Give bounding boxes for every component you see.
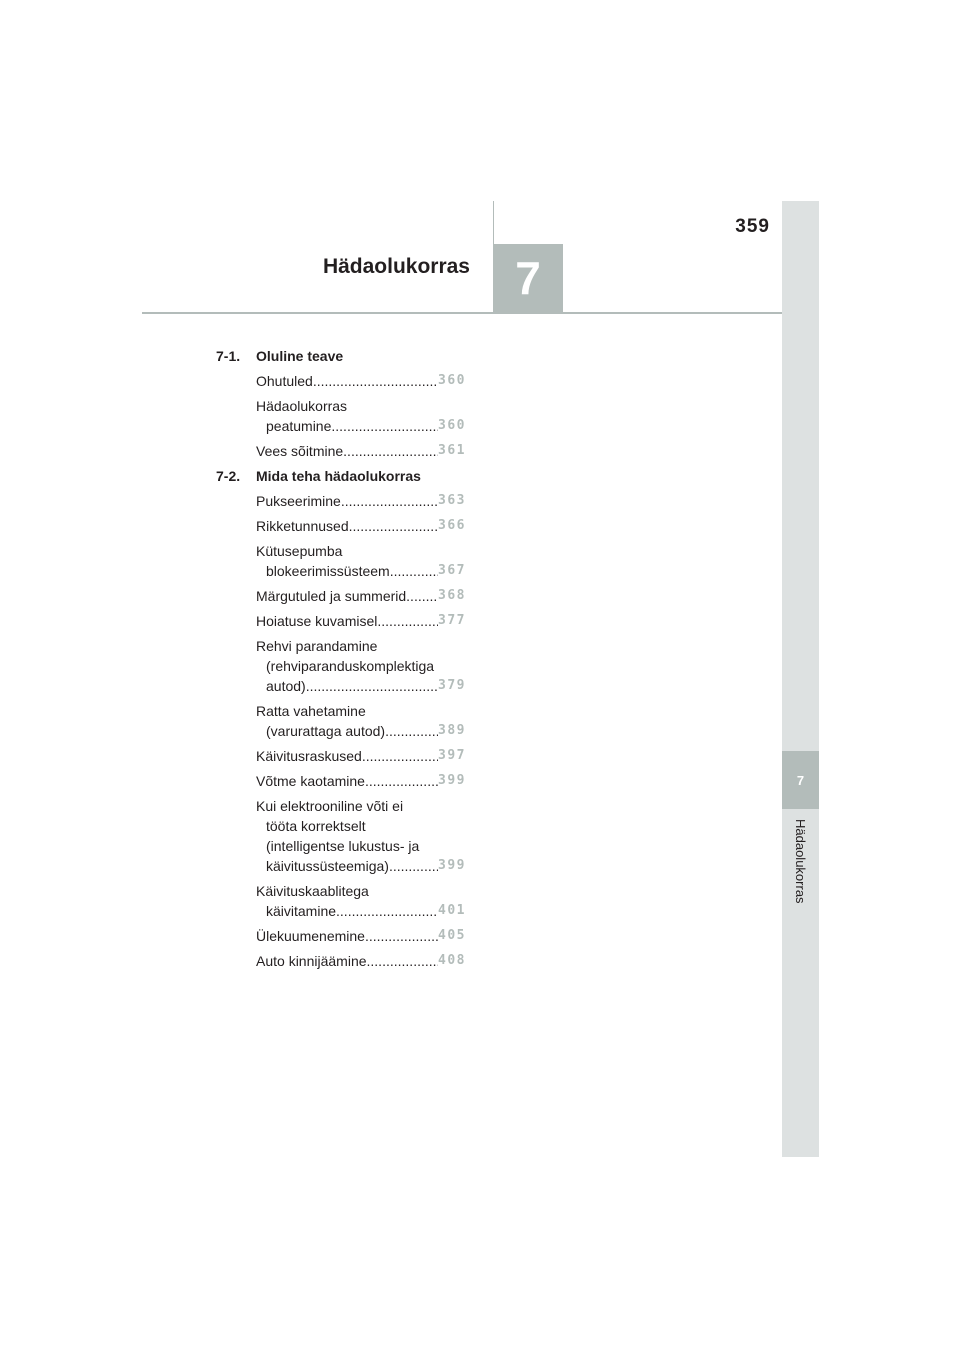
toc-entry-text: Hädaolukorras (256, 398, 348, 414)
toc-entry-text: autod) (266, 678, 306, 694)
toc-leader-dots (349, 516, 438, 536)
toc-leader-dots (336, 901, 438, 921)
toc-leader-dots (390, 561, 438, 581)
toc-entry-text: Pukseerimine (256, 493, 341, 509)
toc-leader-dots (406, 586, 438, 606)
sidebar-chapter-label: Hädaolukorras (793, 819, 808, 904)
toc-entry[interactable] (256, 796, 466, 876)
toc-entry[interactable] (256, 951, 466, 971)
toc-entry-text: Ülekuumenemine (256, 928, 365, 944)
toc-leader-dots (362, 746, 438, 766)
header-horizontal-rule (142, 312, 782, 314)
toc-page-link[interactable]: 397 (438, 748, 466, 763)
toc-leader-dots (365, 771, 438, 791)
toc-entry-text: Vees sõitmine (256, 443, 344, 459)
toc-entry[interactable] (256, 746, 466, 766)
toc-page-link[interactable]: 360 (438, 373, 466, 388)
toc-entry-text: (intelligentse lukustus- ja (266, 838, 420, 854)
toc-entry-text: Käivitusraskused (256, 748, 362, 764)
toc-section-title: Oluline teave (256, 348, 344, 364)
toc-entry-text: Rehvi parandamine (256, 638, 378, 654)
table-of-contents (216, 346, 466, 976)
toc-entry[interactable] (256, 541, 466, 581)
toc-leader-dots (306, 676, 438, 696)
toc-entry-text: Märgutuled ja summerid (256, 588, 407, 604)
chapter-sidebar (782, 201, 819, 1157)
toc-leader-dots (367, 951, 439, 971)
toc-page-link[interactable]: 368 (438, 588, 466, 603)
toc-page-link[interactable]: 363 (438, 493, 466, 508)
toc-page-link[interactable]: 405 (438, 928, 466, 943)
toc-section-heading (216, 346, 466, 366)
toc-entry-text: Rikketunnused (256, 518, 349, 534)
page-number: 359 (735, 216, 770, 237)
toc-leader-dots (341, 491, 438, 511)
toc-entry-text: käivitamine (266, 903, 337, 919)
toc-page-link[interactable]: 389 (438, 723, 466, 738)
toc-entry[interactable] (256, 636, 466, 696)
toc-leader-dots (343, 441, 438, 461)
toc-page-link[interactable]: 366 (438, 518, 466, 533)
toc-entry[interactable] (256, 771, 466, 791)
toc-entry-text: (varurattaga autod) (266, 723, 386, 739)
toc-entry-text: Võtme kaotamine (256, 773, 365, 789)
toc-entry-text: Käivituskaablitega (256, 883, 369, 899)
chapter-title: Hädaolukorras (322, 255, 470, 278)
toc-section-heading (216, 466, 466, 486)
sidebar-chapter-tab[interactable] (782, 751, 819, 809)
toc-entry-text: blokeerimissüsteem (266, 563, 390, 579)
toc-leader-dots (313, 371, 438, 391)
toc-entry-text: käivitussüsteemiga) (266, 858, 389, 874)
toc-section-number: 7-2. (216, 468, 241, 484)
toc-leader-dots (389, 856, 438, 876)
toc-entry[interactable] (256, 611, 466, 631)
toc-entry-text: Ohutuled (256, 373, 313, 389)
toc-entry[interactable] (256, 371, 466, 391)
toc-leader-dots (331, 416, 438, 436)
toc-entry-text: tööta korrektselt (266, 818, 366, 834)
toc-entry[interactable] (256, 586, 466, 606)
toc-leader-dots (385, 721, 438, 741)
toc-entry[interactable] (256, 396, 466, 436)
toc-entry[interactable] (256, 881, 466, 921)
toc-entry-text: Ratta vahetamine (256, 703, 366, 719)
toc-page-link[interactable]: 401 (438, 903, 466, 918)
sidebar-tab-number: 7 (796, 772, 805, 788)
toc-entry[interactable] (256, 701, 466, 741)
toc-page-link[interactable]: 408 (438, 953, 466, 968)
toc-page-link[interactable]: 399 (438, 858, 466, 873)
header-vertical-rule (493, 201, 494, 244)
toc-entry-text: Hoiatuse kuvamisel (256, 613, 378, 629)
toc-entry[interactable] (256, 516, 466, 536)
toc-page-link[interactable]: 367 (438, 563, 466, 578)
chapter-number-box (493, 244, 563, 312)
toc-entry-text: (rehviparanduskomplektiga (266, 658, 435, 674)
toc-entry-text: Auto kinnijäämine (256, 953, 367, 969)
toc-leader-dots (377, 611, 438, 631)
toc-page-link[interactable]: 399 (438, 773, 466, 788)
toc-leader-dots (365, 926, 438, 946)
toc-section-title: Mida teha hädaolukorras (256, 468, 421, 484)
toc-entry[interactable] (256, 491, 466, 511)
toc-entry[interactable] (256, 441, 466, 461)
toc-entry-text: Kütusepumba (256, 543, 343, 559)
toc-page-link[interactable]: 360 (438, 418, 466, 433)
toc-page-link[interactable]: 379 (438, 678, 466, 693)
toc-entry-text: Kui elektrooniline võti ei (256, 798, 404, 814)
toc-page-link[interactable]: 361 (438, 443, 466, 458)
chapter-number: 7 (515, 252, 541, 304)
toc-section-number: 7-1. (216, 348, 241, 364)
toc-entry-text: peatumine (266, 418, 332, 434)
toc-entry[interactable] (256, 926, 466, 946)
toc-page-link[interactable]: 377 (438, 613, 466, 628)
